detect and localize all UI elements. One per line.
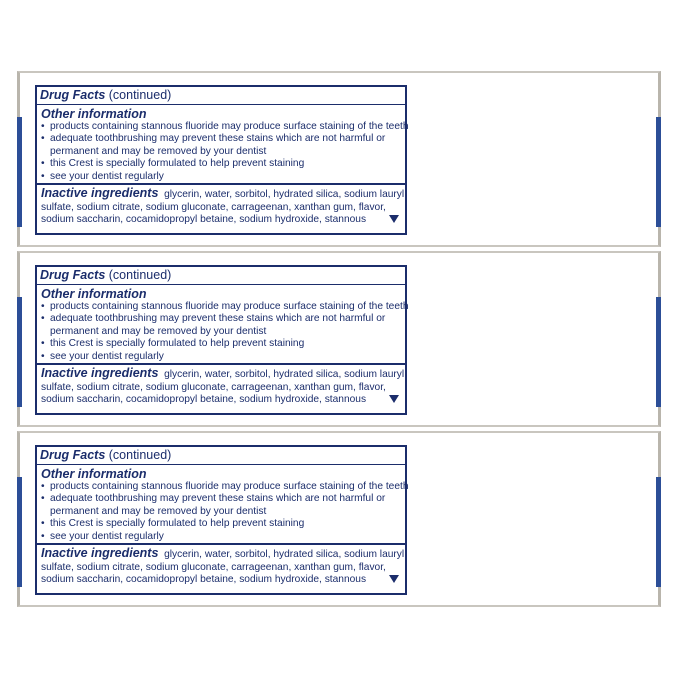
tube-strip-2 — [17, 251, 661, 427]
drug-facts-header: Drug Facts (continued) — [37, 87, 405, 105]
inactive-ingredients-section — [37, 185, 405, 227]
continue-arrow-icon — [389, 575, 399, 583]
inactive-ingredients-text: glycerin, water, sorbitol, hydrated silica, sodium lauryl sulfate, sodium citrate, sodium gluconate, carrageenan, xanthan gum, flavor, sodium saccharin, cocamidopropyl betaine, sodium hydroxide, stannous — [41, 369, 405, 406]
inactive-ingredients-text: glycerin, water, sorbitol, hydrated silica, sodium lauryl sulfate, sodium citrate, sodium gluconate, carrageenan, xanthan gum, flavor, sodium saccharin, cocamidopropyl betaine, sodium hydroxide, stannous — [41, 549, 405, 586]
inactive-ingredients-title: Inactive ingredients — [41, 366, 159, 380]
other-information-title: Other information — [41, 287, 147, 301]
continue-arrow-icon — [389, 215, 399, 223]
info-item: • see your dentist regularly — [41, 531, 405, 543]
tube-strip-1 — [17, 71, 661, 247]
inactive-ingredients-title: Inactive ingredients — [41, 546, 159, 560]
drug-facts-header: Drug Facts (continued) — [37, 447, 405, 465]
info-item: • this Crest is specially formulated to help prevent staining — [41, 518, 405, 530]
tube-strip-3 — [17, 431, 661, 607]
drug-facts-header: Drug Facts (continued) — [37, 267, 405, 285]
info-item: • this Crest is specially formulated to help prevent staining — [41, 338, 405, 350]
info-item: • adequate toothbrushing may prevent these stains which are not harmful or permanent and may be removed by your dentist — [41, 133, 405, 158]
other-information-section — [37, 105, 409, 185]
info-item: • products containing stannous fluoride may produce surface staining of the teeth — [41, 121, 405, 133]
drug-facts-panel — [35, 445, 407, 595]
info-item: • see your dentist regularly — [41, 351, 405, 363]
other-information-title: Other information — [41, 467, 147, 481]
drug-facts-panel — [35, 85, 407, 235]
info-item: • adequate toothbrushing may prevent these stains which are not harmful or permanent and may be removed by your dentist — [41, 493, 405, 518]
continue-arrow-icon — [389, 395, 399, 403]
other-information-section — [37, 465, 409, 545]
drug-facts-panel — [35, 265, 407, 415]
inactive-ingredients-title: Inactive ingredients — [41, 186, 159, 200]
inactive-ingredients-section — [37, 365, 405, 407]
info-item: • products containing stannous fluoride may produce surface staining of the teeth — [41, 481, 405, 493]
info-item: • adequate toothbrushing may prevent these stains which are not harmful or permanent and may be removed by your dentist — [41, 313, 405, 338]
info-item: • products containing stannous fluoride may produce surface staining of the teeth — [41, 301, 405, 313]
info-item: • this Crest is specially formulated to help prevent staining — [41, 158, 405, 170]
other-information-section — [37, 285, 409, 365]
inactive-ingredients-section — [37, 545, 405, 587]
info-item: • see your dentist regularly — [41, 171, 405, 183]
other-information-title: Other information — [41, 107, 147, 121]
inactive-ingredients-text: glycerin, water, sorbitol, hydrated silica, sodium lauryl sulfate, sodium citrate, sodium gluconate, carrageenan, xanthan gum, flavor, sodium saccharin, cocamidopropyl betaine, sodium hydroxide, stannous — [41, 189, 405, 226]
